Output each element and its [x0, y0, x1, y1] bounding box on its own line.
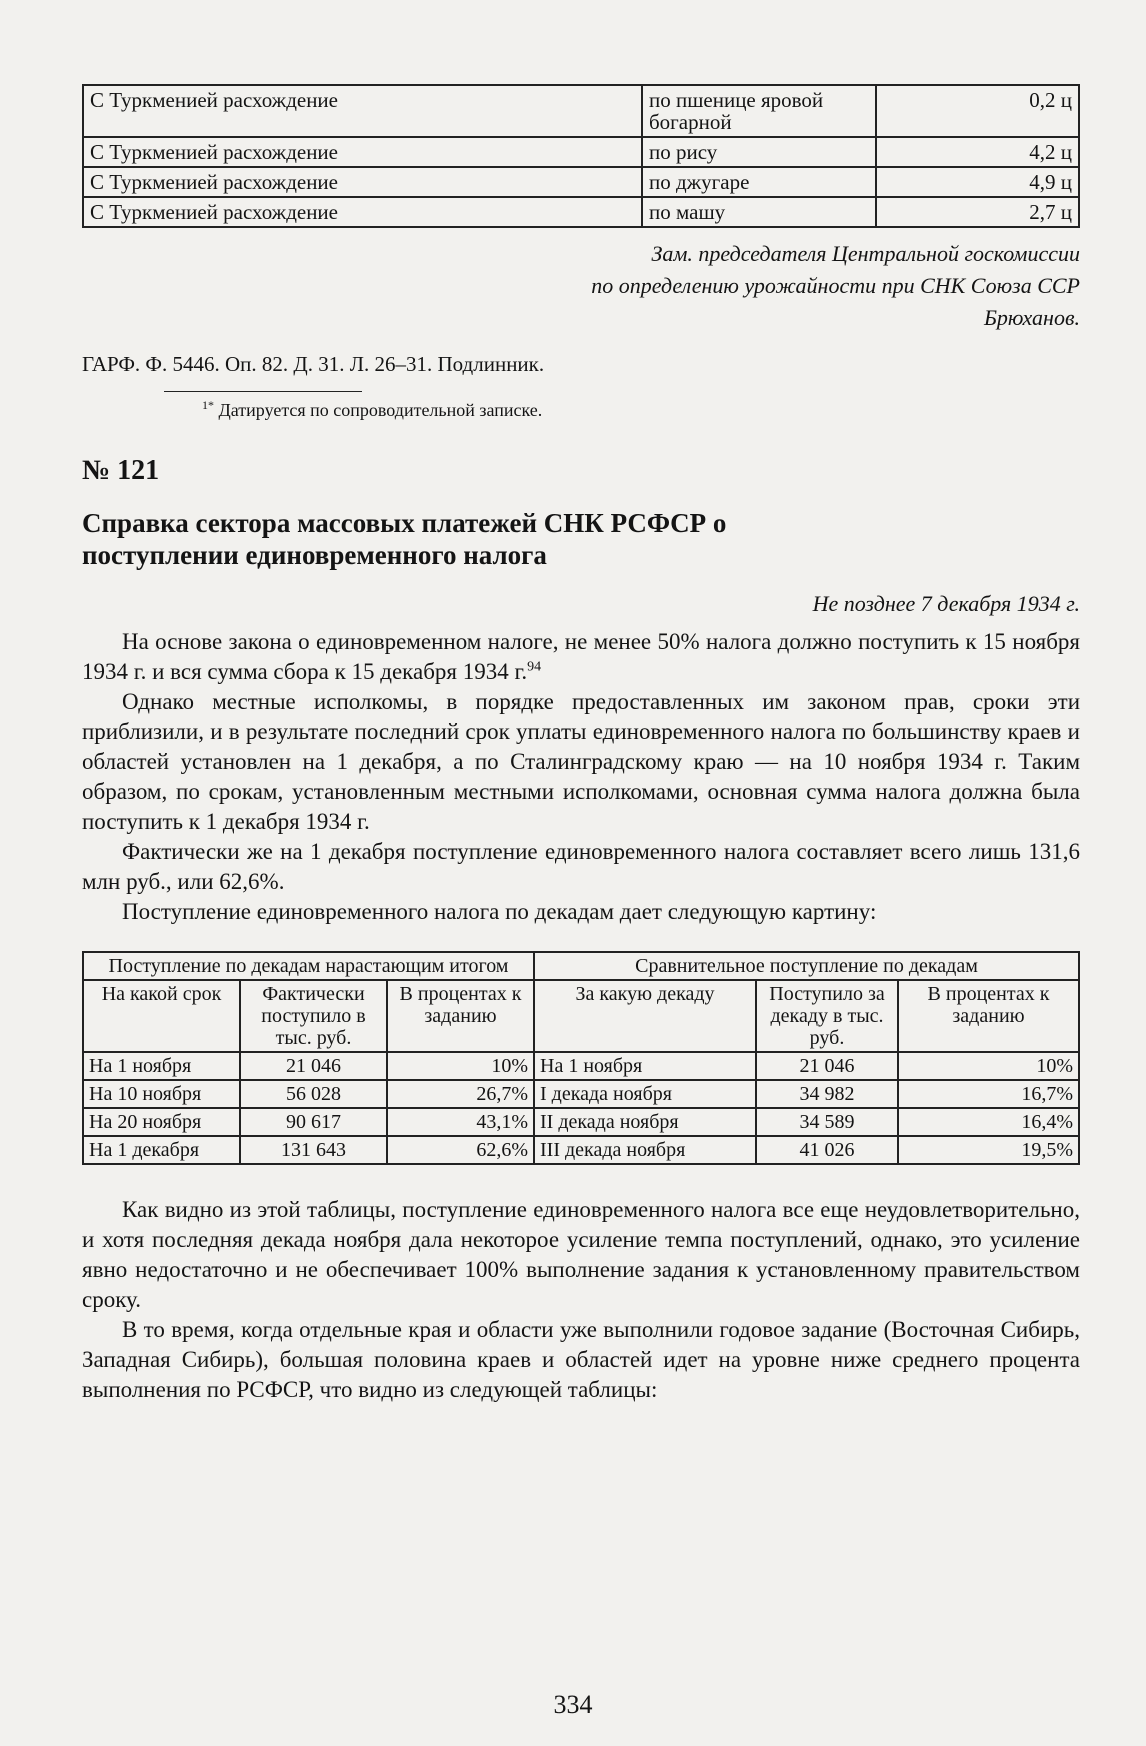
footnote-marker: 1*	[202, 398, 214, 412]
archive-source: ГАРФ. Ф. 5446. Оп. 82. Д. 31. Л. 26–31. Подлинник.	[82, 352, 545, 376]
table-row	[83, 1136, 1079, 1164]
table-row	[83, 137, 1079, 167]
table-cell: 62,6%	[387, 1136, 534, 1164]
paragraph: Как видно из этой таблицы, поступление единовременного налога все еще неудовлетворительно, и хотя последняя декада ноября дала некоторое усиление темпа поступлений, однако, это усиление явно недостаточно и не обеспечивает 100% выполнение задания к установленному правительством сроку.	[82, 1197, 1080, 1312]
paragraph: Однако местные исполкомы, в порядке предоставленных им законом прав, сроки эти приблизили, и в результате последний срок уплаты единовременного налога по большинству краев и областей установлен на 1 декабря, а по Сталинградскому краю — на 10 ноября 1934 г. Таким образом, по срокам, установленным местными исполкомами, основная сумма налога должна была поступить к 1 декабря 1934 г.	[82, 689, 1080, 834]
table-row	[83, 167, 1079, 197]
table-cell: 43,1%	[387, 1108, 534, 1136]
table-cell: II декада ноября	[534, 1108, 756, 1136]
signature-title-line1: Зам. председателя Центральной госкомиссии	[651, 241, 1080, 266]
table-cell: III декада ноября	[534, 1136, 756, 1164]
table-cell: 26,7%	[387, 1080, 534, 1108]
document-title: Справка сектора массовых платежей СНК РСФСР о поступлении единовременного налога	[82, 508, 727, 570]
page-number: 334	[553, 1690, 593, 1719]
table-cell: 21 046	[756, 1052, 898, 1080]
column-header: Поступило за декаду в тыс. руб.	[756, 980, 898, 1052]
footnote-divider	[164, 391, 362, 392]
row-label: С Туркменией расхождение	[83, 197, 642, 227]
endnote-ref: 94	[527, 659, 542, 675]
footnote-text: Датируется по сопроводительной записке.	[218, 400, 543, 420]
column-header: Фактически поступило в тыс. руб.	[240, 980, 387, 1052]
table-cell: 16,7%	[898, 1080, 1079, 1108]
column-header: На какой срок	[83, 980, 240, 1052]
table-cell: На 1 декабря	[83, 1136, 240, 1164]
table-cell: 131 643	[240, 1136, 387, 1164]
table-row	[83, 1080, 1079, 1108]
table-cell: 10%	[387, 1052, 534, 1080]
signature-title-line2: по определению урожайности при СНК Союза ССР	[591, 273, 1080, 298]
row-value: 4,2 ц	[876, 137, 1079, 167]
table-cell: 56 028	[240, 1080, 387, 1108]
signature-name: Брюханов.	[983, 305, 1080, 330]
paragraph-text: На основе закона о единовременном налоге, не менее 50% налога должно поступить к 15 ноября 1934 г. и вся сумма сбора к 15 декабря 1934 г.	[82, 629, 1080, 684]
table-cell: I декада ноября	[534, 1080, 756, 1108]
table-cell: 34 589	[756, 1108, 898, 1136]
table-row	[83, 197, 1079, 227]
row-crop: по рису	[642, 137, 876, 167]
column-header: В процентах к заданию	[898, 980, 1079, 1052]
document-number: № 121	[82, 455, 160, 486]
paragraph	[82, 627, 1080, 687]
harvest-discrepancy-table	[82, 84, 1080, 228]
row-label: С Туркменией расхождение	[83, 85, 642, 137]
table-cell: На 10 ноября	[83, 1080, 240, 1108]
column-header: В процентах к заданию	[387, 980, 534, 1052]
table-cell: 10%	[898, 1052, 1079, 1080]
page-content	[82, 84, 1080, 1405]
row-crop: по пшенице яровой богарной	[642, 85, 876, 137]
paragraph: Фактически же на 1 декабря поступление единовременного налога составляет всего лишь 131,6 млн руб., или 62,6%.	[82, 839, 1080, 894]
table-cell: 19,5%	[898, 1136, 1079, 1164]
footnote	[202, 400, 1080, 421]
table-group-header: Поступление по декадам нарастающим итогом	[83, 952, 534, 980]
row-value: 0,2 ц	[876, 85, 1079, 137]
table-cell: На 1 ноября	[534, 1052, 756, 1080]
row-label: С Туркменией расхождение	[83, 137, 642, 167]
document-date: Не позднее 7 декабря 1934 г.	[812, 591, 1080, 616]
row-value: 2,7 ц	[876, 197, 1079, 227]
table-cell: На 1 ноября	[83, 1052, 240, 1080]
table-cell: 16,4%	[898, 1108, 1079, 1136]
paragraph: Поступление единовременного налога по декадам дает следующую картину:	[122, 899, 877, 924]
table-cell: На 20 ноября	[83, 1108, 240, 1136]
signature-block	[82, 238, 1080, 334]
column-header: За какую декаду	[534, 980, 756, 1052]
table-cell: 21 046	[240, 1052, 387, 1080]
row-value: 4,9 ц	[876, 167, 1079, 197]
row-crop: по джугаре	[642, 167, 876, 197]
row-label: С Туркменией расхождение	[83, 167, 642, 197]
table-row	[83, 1108, 1079, 1136]
paragraph: В то время, когда отдельные края и области уже выполнили годовое задание (Восточная Сибирь, Западная Сибирь), большая половина краев и областей идет на уровне ниже среднего процента выполнения по РСФСР, что видно из следующей таблицы:	[82, 1317, 1080, 1402]
table-cell: 41 026	[756, 1136, 898, 1164]
table-row	[83, 1052, 1079, 1080]
table-group-header: Сравнительное поступление по декадам	[534, 952, 1079, 980]
table-cell: 34 982	[756, 1080, 898, 1108]
decade-receipts-table	[82, 951, 1080, 1165]
row-crop: по машу	[642, 197, 876, 227]
table-cell: 90 617	[240, 1108, 387, 1136]
table-row	[83, 85, 1079, 137]
